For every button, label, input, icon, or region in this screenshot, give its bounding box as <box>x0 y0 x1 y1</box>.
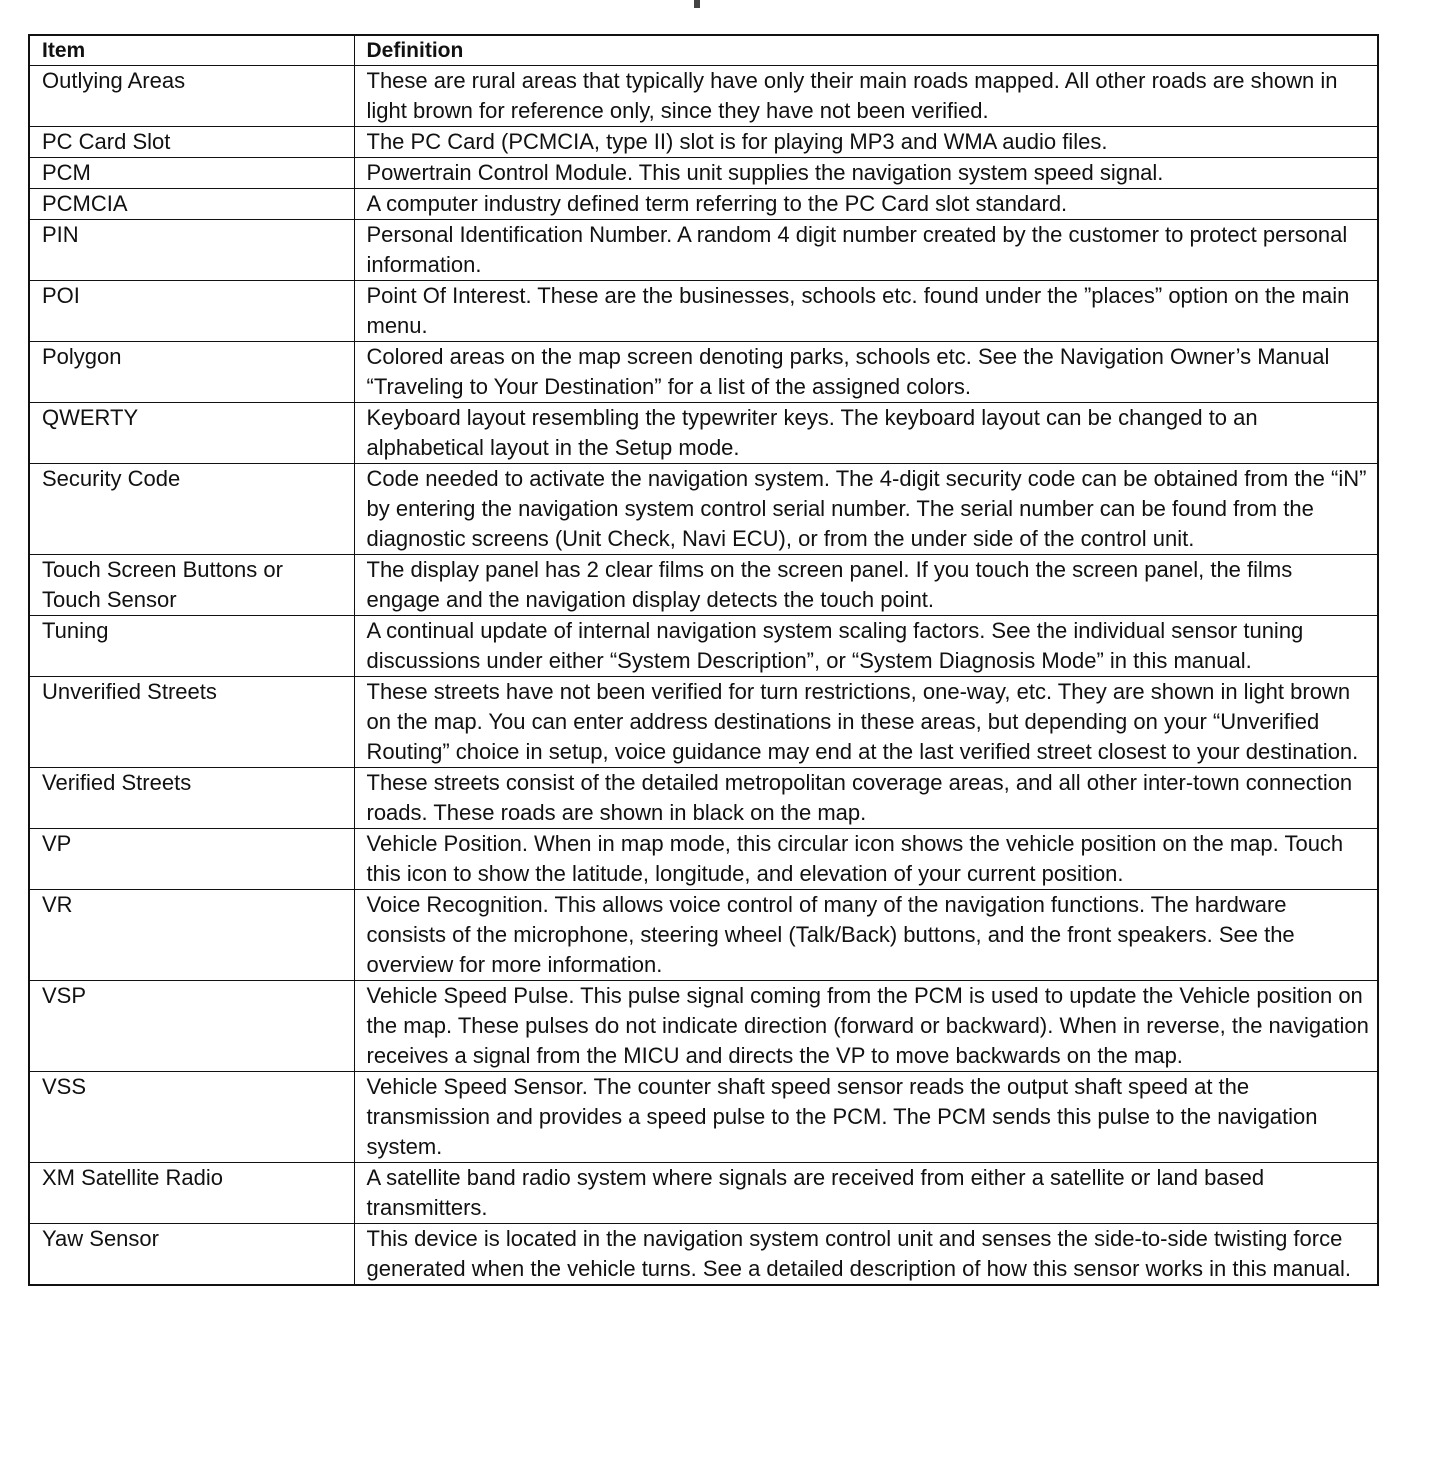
definition-cell: The display panel has 2 clear films on the screen panel. If you touch the screen panel, the films engage and the navigation display detects the touch point. <box>354 555 1378 616</box>
definition-cell: Code needed to activate the navigation system. The 4-digit security code can be obtained from the “iN” by entering the navigation system control serial number. The serial number can be found from the diagnostic screens (Unit Check, Navi ECU), or from the under side of the control unit. <box>354 464 1378 555</box>
item-cell: PIN <box>29 220 354 281</box>
table-row <box>29 1224 1378 1286</box>
definition-cell: A satellite band radio system where signals are received from either a satellite or land based transmitters. <box>354 1163 1378 1224</box>
item-cell: PCMCIA <box>29 189 354 220</box>
table-row <box>29 829 1378 890</box>
table-row <box>29 220 1378 281</box>
definition-cell: This device is located in the navigation system control unit and senses the side-to-side twisting force generated when the vehicle turns. See a detailed description of how this sensor works in this manual. <box>354 1224 1378 1286</box>
definition-cell: These streets consist of the detailed metropolitan coverage areas, and all other inter-town connection roads. These roads are shown in black on the map. <box>354 768 1378 829</box>
definition-cell: Keyboard layout resembling the typewriter keys. The keyboard layout can be changed to an alphabetical layout in the Setup mode. <box>354 403 1378 464</box>
item-cell: PCM <box>29 158 354 189</box>
table-row <box>29 281 1378 342</box>
table-row <box>29 768 1378 829</box>
item-cell: QWERTY <box>29 403 354 464</box>
definition-cell: Point Of Interest. These are the businesses, schools etc. found under the ”places” option on the main menu. <box>354 281 1378 342</box>
table-row <box>29 127 1378 158</box>
table-row <box>29 616 1378 677</box>
table-row <box>29 342 1378 403</box>
table-header-row <box>29 35 1378 66</box>
table-row <box>29 158 1378 189</box>
table-row <box>29 677 1378 768</box>
column-header-item: Item <box>29 35 354 66</box>
definition-cell: Vehicle Speed Pulse. This pulse signal coming from the PCM is used to update the Vehicle position on the map. These pulses do not indicate direction (forward or backward). When in reverse, the navigation receives a signal from the MICU and directs the VP to move backwards on the map. <box>354 981 1378 1072</box>
item-cell: POI <box>29 281 354 342</box>
definition-cell: Personal Identification Number. A random 4 digit number created by the customer to protect personal information. <box>354 220 1378 281</box>
item-cell: Security Code <box>29 464 354 555</box>
definition-cell: Vehicle Speed Sensor. The counter shaft speed sensor reads the output shaft speed at the transmission and provides a speed pulse to the PCM. The PCM sends this pulse to the navigation system. <box>354 1072 1378 1163</box>
table-row <box>29 464 1378 555</box>
item-cell: Outlying Areas <box>29 66 354 127</box>
table-row <box>29 1163 1378 1224</box>
definition-cell: Vehicle Position. When in map mode, this circular icon shows the vehicle position on the map. Touch this icon to show the latitude, longitude, and elevation of your current position. <box>354 829 1378 890</box>
definition-cell: The PC Card (PCMCIA, type II) slot is for playing MP3 and WMA audio files. <box>354 127 1378 158</box>
item-cell: Yaw Sensor <box>29 1224 354 1286</box>
item-cell: Unverified Streets <box>29 677 354 768</box>
item-cell: XM Satellite Radio <box>29 1163 354 1224</box>
item-cell: Tuning <box>29 616 354 677</box>
item-cell: Verified Streets <box>29 768 354 829</box>
page-mark <box>694 0 700 8</box>
table-row <box>29 66 1378 127</box>
definition-cell: Powertrain Control Module. This unit supplies the navigation system speed signal. <box>354 158 1378 189</box>
table-row <box>29 1072 1378 1163</box>
definition-cell: Colored areas on the map screen denoting parks, schools etc. See the Navigation Owner’s Manual “Traveling to Your Destination” for a list of the assigned colors. <box>354 342 1378 403</box>
item-cell: VP <box>29 829 354 890</box>
item-cell: VR <box>29 890 354 981</box>
item-cell: Touch Screen Buttons or Touch Sensor <box>29 555 354 616</box>
column-header-definition: Definition <box>354 35 1378 66</box>
table-row <box>29 189 1378 220</box>
table-row <box>29 981 1378 1072</box>
glossary-table <box>28 34 1379 1286</box>
table-row <box>29 555 1378 616</box>
table-row <box>29 890 1378 981</box>
definition-cell: These streets have not been verified for turn restrictions, one-way, etc. They are shown in light brown on the map. You can enter address destinations in these areas, but depending on your “Unverified Routing” choice in setup, voice guidance may end at the last verified street closest to your destination. <box>354 677 1378 768</box>
definition-cell: A computer industry defined term referring to the PC Card slot standard. <box>354 189 1378 220</box>
definition-cell: Voice Recognition. This allows voice control of many of the navigation functions. The hardware consists of the microphone, steering wheel (Talk/Back) buttons, and the front speakers. See the overview for more information. <box>354 890 1378 981</box>
glossary-body <box>29 66 1378 1286</box>
item-cell: VSP <box>29 981 354 1072</box>
item-cell: PC Card Slot <box>29 127 354 158</box>
item-cell: VSS <box>29 1072 354 1163</box>
item-cell: Polygon <box>29 342 354 403</box>
table-row <box>29 403 1378 464</box>
definition-cell: A continual update of internal navigation system scaling factors. See the individual sensor tuning discussions under either “System Description”, or “System Diagnosis Mode” in this manual. <box>354 616 1378 677</box>
definition-cell: These are rural areas that typically have only their main roads mapped. All other roads are shown in light brown for reference only, since they have not been verified. <box>354 66 1378 127</box>
